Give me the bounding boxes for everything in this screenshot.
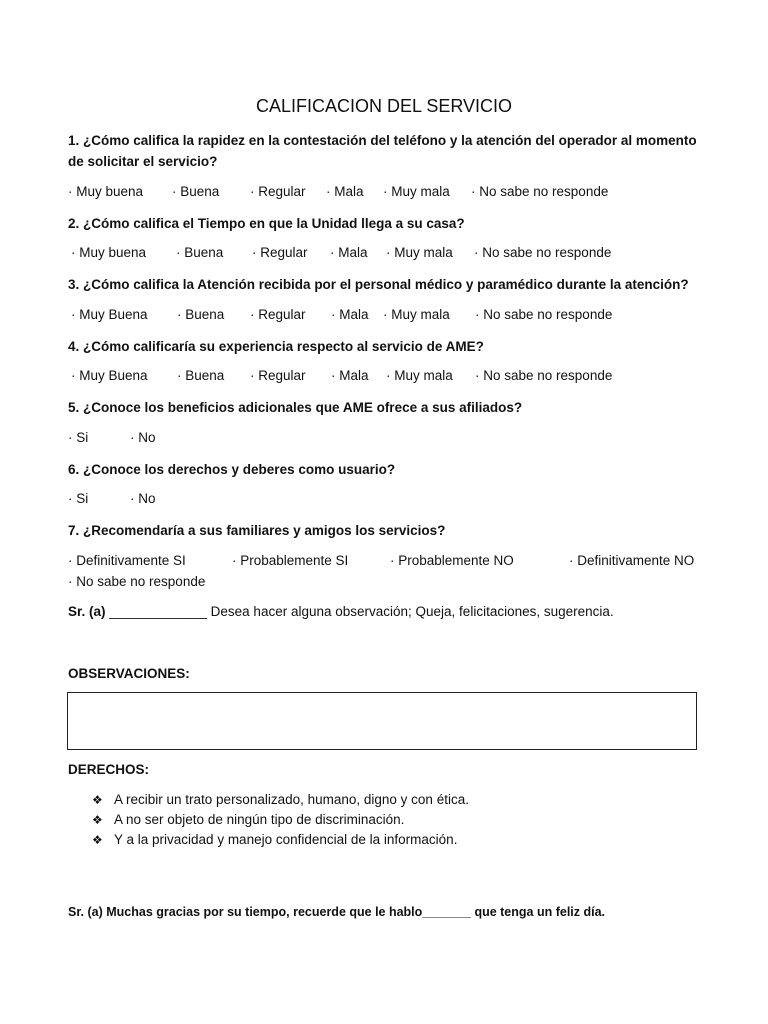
q3-option-muy-mala[interactable]: · Muy mala	[383, 307, 450, 322]
question-4: 4. ¿Cómo calificaría su experiencia respecto al servicio de AME?	[68, 339, 484, 354]
q5-option-no[interactable]: · No	[130, 430, 156, 445]
q3-option-buena[interactable]: · Buena	[177, 307, 225, 322]
question-6: 6. ¿Conoce los derechos y deberes como usuario?	[68, 462, 396, 477]
q4-option-muy-mala[interactable]: · Muy mala	[386, 368, 453, 383]
q4-option-regular[interactable]: · Regular	[250, 368, 306, 383]
observaciones-box[interactable]	[67, 692, 697, 750]
closing-text-after: que tenga un feliz día.	[474, 905, 606, 919]
observation-prefix: Sr. (a)	[68, 604, 106, 619]
diamond-bullet-icon: ❖	[92, 833, 103, 847]
question-5: 5. ¿Conoce los beneficios adicionales que AME ofrece a sus afiliados?	[68, 400, 523, 415]
question-2-options	[0, 243, 768, 263]
question-7-options	[0, 551, 768, 571]
q7-option-probablemente-no[interactable]: · Probablemente NO	[390, 553, 514, 568]
closing-name-blank[interactable]: _______	[422, 905, 471, 919]
derechos-label: DERECHOS:	[68, 762, 150, 777]
observaciones-label: OBSERVACIONES:	[68, 666, 190, 681]
observation-prompt	[68, 602, 728, 622]
question-5-options	[0, 428, 768, 448]
q4-option-muy-buena[interactable]: · Muy Buena	[71, 368, 148, 383]
q2-option-buena[interactable]: · Buena	[176, 245, 224, 260]
closing-line	[68, 902, 728, 922]
question-2: 2. ¿Cómo califica el Tiempo en que la Unidad llega a su casa?	[68, 216, 465, 231]
q6-option-si[interactable]: · Si	[68, 491, 89, 506]
question-7-options-row-2	[0, 572, 768, 592]
derecho-text: Y a la privacidad y manejo confidencial de la información.	[114, 832, 458, 847]
derecho-text: A recibir un trato personalizado, humano, digno y con ética.	[114, 792, 469, 807]
q1-option-muy-mala[interactable]: · Muy mala	[383, 184, 450, 199]
q2-option-muy-mala[interactable]: · Muy mala	[386, 245, 453, 260]
q3-option-regular[interactable]: · Regular	[250, 307, 306, 322]
q2-option-muy-buena[interactable]: · Muy buena	[71, 245, 147, 260]
list-item	[92, 790, 469, 810]
q7-option-no-sabe[interactable]: · No sabe no responde	[68, 574, 206, 589]
q2-option-regular[interactable]: · Regular	[252, 245, 308, 260]
question-3: 3. ¿Cómo califica la Atención recibida por el personal médico y paramédico durante la atención?	[68, 277, 689, 292]
q1-option-regular[interactable]: · Regular	[250, 184, 306, 199]
q4-option-buena[interactable]: · Buena	[177, 368, 225, 383]
question-1: 1. ¿Cómo califica la rapidez en la contestación del teléfono y la atención del operador al momento de solicitar el servicio?	[68, 133, 697, 169]
question-7: 7. ¿Recomendaría a sus familiares y amigos los servicios?	[68, 523, 446, 538]
list-item	[92, 810, 469, 830]
question-4-options	[0, 366, 768, 386]
q1-option-no-sabe[interactable]: · No sabe no responde	[471, 184, 609, 199]
question-6-options	[0, 489, 768, 509]
q3-option-no-sabe[interactable]: · No sabe no responde	[475, 307, 613, 322]
derechos-list	[92, 790, 469, 850]
question-1-options	[0, 182, 768, 202]
closing-prefix: Sr. (a)	[68, 905, 103, 919]
q4-option-mala[interactable]: · Mala	[331, 368, 369, 383]
observation-name-blank[interactable]: _____________	[109, 604, 207, 619]
q2-option-no-sabe[interactable]: · No sabe no responde	[474, 245, 612, 260]
closing-text-before: Muchas gracias por su tiempo, recuerde que le hablo	[106, 905, 423, 919]
diamond-bullet-icon: ❖	[92, 813, 103, 827]
derecho-text: A no ser objeto de ningún tipo de discriminación.	[114, 812, 405, 827]
q2-option-mala[interactable]: · Mala	[330, 245, 368, 260]
page-title: CALIFICACION DEL SERVICIO	[255, 96, 513, 116]
q3-option-mala[interactable]: · Mala	[331, 307, 369, 322]
list-item	[92, 830, 469, 850]
diamond-bullet-icon: ❖	[92, 793, 103, 807]
question-3-options	[0, 305, 768, 325]
q1-option-mala[interactable]: · Mala	[326, 184, 364, 199]
q1-option-buena[interactable]: · Buena	[172, 184, 220, 199]
q7-option-definitivamente-si[interactable]: · Definitivamente SI	[68, 553, 186, 568]
q7-option-definitivamente-no[interactable]: · Definitivamente NO	[569, 553, 695, 568]
q5-option-si[interactable]: · Si	[68, 430, 89, 445]
q1-option-muy-buena[interactable]: · Muy buena	[68, 184, 144, 199]
q4-option-no-sabe[interactable]: · No sabe no responde	[475, 368, 613, 383]
q6-option-no[interactable]: · No	[130, 491, 156, 506]
observation-text: Desea hacer alguna observación; Queja, felicitaciones, sugerencia.	[210, 604, 614, 619]
q7-option-probablemente-si[interactable]: · Probablemente SI	[232, 553, 349, 568]
q3-option-muy-buena[interactable]: · Muy Buena	[71, 307, 148, 322]
